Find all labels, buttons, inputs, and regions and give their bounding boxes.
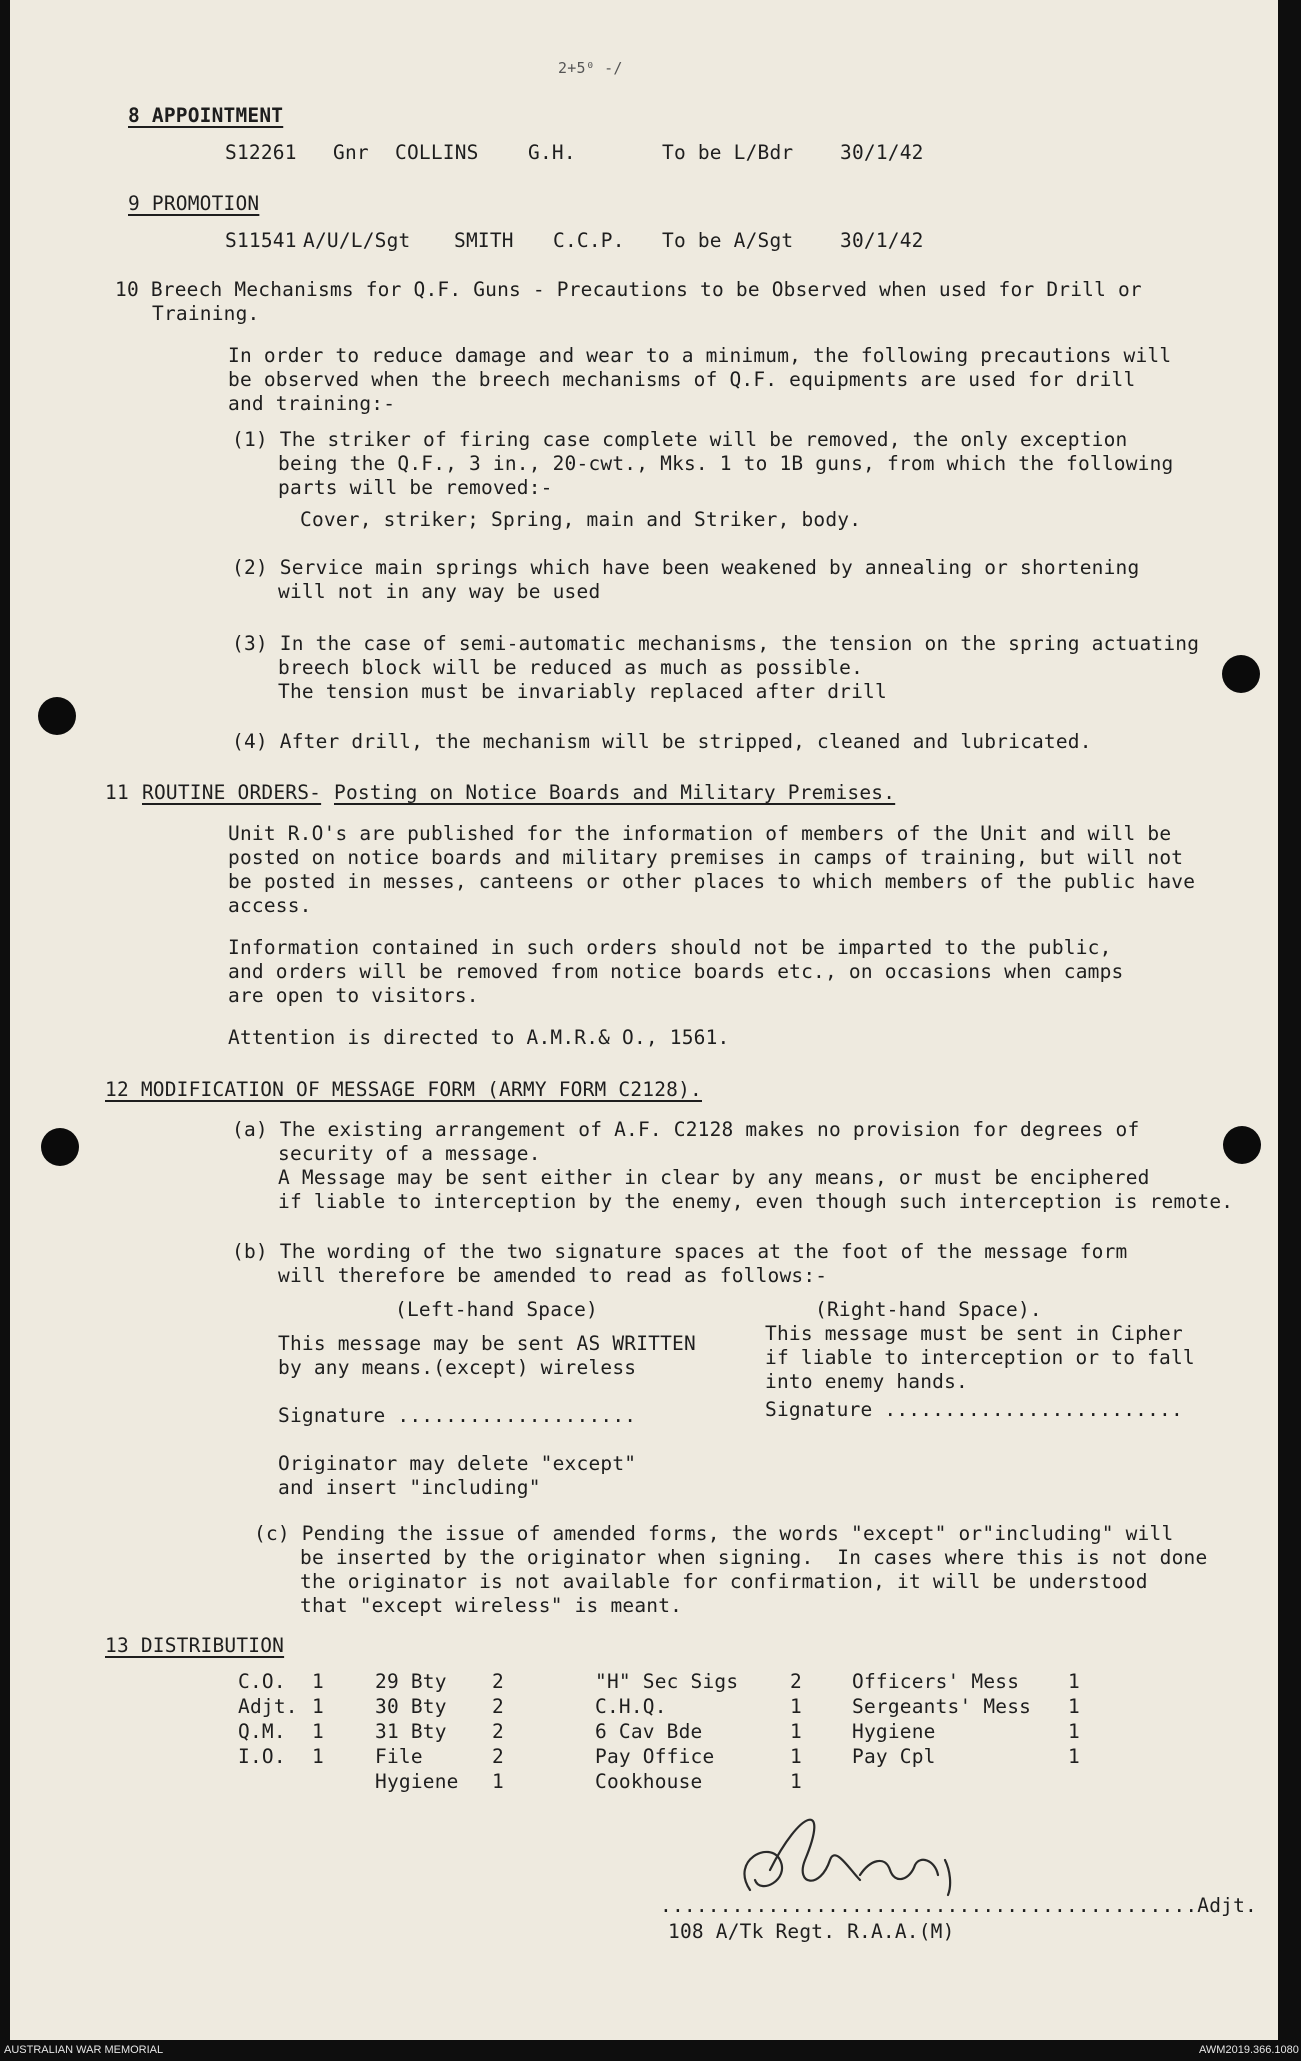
item-1-line: (1) The striker of firing case complete will be removed, the only exception <box>232 428 1128 451</box>
date: 30/1/42 <box>840 229 924 252</box>
distribution-recipient: Hygiene <box>852 1720 936 1743</box>
left-space-note: and insert "including" <box>278 1476 541 1499</box>
right-space-title: (Right-hand Space). <box>815 1298 1042 1321</box>
distribution-recipient: Cookhouse <box>595 1770 703 1793</box>
section-10-title-cont: Training. <box>152 302 260 325</box>
distribution-recipient: 31 Bty <box>375 1720 447 1743</box>
clause-a-line: (a) The existing arrangement of A.F. C2128 makes no provision for degrees of <box>232 1118 1140 1141</box>
punch-hole <box>41 1128 79 1166</box>
item-1-line: being the Q.F., 3 in., 20-cwt., Mks. 1 to 1B guns, from which the following <box>278 452 1174 475</box>
item-3-line: The tension must be invariably replaced after drill <box>278 680 887 703</box>
distribution-count: 1 <box>492 1770 504 1793</box>
left-space-note: Originator may delete "except" <box>278 1452 637 1475</box>
distribution-count: 1 <box>790 1745 802 1768</box>
section-11-para-line: be posted in messes, canteens or other places to which members of the public have <box>228 870 1196 893</box>
item-2-line: will not in any way be used <box>278 580 601 603</box>
date: 30/1/42 <box>840 141 924 164</box>
distribution-count: 2 <box>492 1745 504 1768</box>
section-11-para-line: Information contained in such orders should not be imparted to the public, <box>228 936 1112 959</box>
adjt-signature-line: .............................................Adjt. <box>660 1894 1257 1917</box>
distribution-count: 2 <box>492 1720 504 1743</box>
distribution-count: 2 <box>790 1670 802 1693</box>
distribution-count: 1 <box>312 1745 324 1768</box>
distribution-count: 1 <box>1068 1670 1080 1693</box>
section-11-para-line: and orders will be removed from notice boards etc., on occasions when camps <box>228 960 1124 983</box>
item-4: (4) After drill, the mechanism will be stripped, cleaned and lubricated. <box>232 730 1092 753</box>
distribution-count: 1 <box>1068 1745 1080 1768</box>
surname: SMITH <box>454 229 514 252</box>
unit-designation: 108 A/Tk Regt. R.A.A.(M) <box>668 1920 955 1943</box>
distribution-count: 1 <box>312 1695 324 1718</box>
distribution-count: 1 <box>312 1720 324 1743</box>
item-2-line: (2) Service main springs which have been weakened by annealing or shortening <box>232 556 1140 579</box>
item-3-line: breech block will be reduced as much as possible. <box>278 656 864 679</box>
appointment-heading: 8 APPOINTMENT <box>128 104 284 127</box>
distribution-recipient: Q.M. <box>238 1720 286 1743</box>
clause-b-line: will therefore be amended to read as follows:- <box>278 1264 828 1287</box>
section-12-heading: 12 MODIFICATION OF MESSAGE FORM (ARMY FORM C2128). <box>105 1078 702 1101</box>
clause-c-line: the originator is not available for confirmation, it will be understood <box>300 1570 1148 1593</box>
distribution-recipient: C.H.Q. <box>595 1695 667 1718</box>
right-space-line: if liable to interception or to fall <box>765 1346 1195 1369</box>
item-1-parts: Cover, striker; Spring, main and Striker, body. <box>300 508 862 531</box>
distribution-count: 1 <box>790 1720 802 1743</box>
punch-hole <box>1223 1126 1261 1164</box>
section-11-attention: Attention is directed to A.M.R.& O., 1561. <box>228 1026 730 1049</box>
section-10-intro-line: In order to reduce damage and wear to a minimum, the following precautions will <box>228 344 1172 367</box>
section-10-intro-line: and training:- <box>228 392 396 415</box>
left-space-title: (Left-hand Space) <box>395 1298 598 1321</box>
item-3-line: (3) In the case of semi-automatic mechanisms, the tension on the spring actuating <box>232 632 1200 655</box>
surname: COLLINS <box>395 141 479 164</box>
left-space-line: by any means.(except) wireless <box>278 1356 637 1379</box>
document-page <box>10 0 1278 2040</box>
right-space-line: This message must be sent in Cipher <box>765 1322 1183 1345</box>
clause-a-line: A Message may be sent either in clear by any means, or must be enciphered <box>278 1166 1150 1189</box>
distribution-count: 1 <box>312 1670 324 1693</box>
distribution-recipient: Adjt. <box>238 1695 298 1718</box>
distribution-recipient: Pay Office <box>595 1745 715 1768</box>
archive-reference: AWM2019.366.1080 <box>1199 2044 1299 2056</box>
distribution-heading: 13 DISTRIBUTION <box>105 1634 285 1657</box>
service-number: S11541 <box>225 229 297 252</box>
distribution-recipient: Pay Cpl <box>852 1745 936 1768</box>
distribution-recipient: Officers' Mess <box>852 1670 1020 1693</box>
section-11-para-line: Unit R.O's are published for the information of members of the Unit and will be <box>228 822 1172 845</box>
left-space-signature: Signature .................... <box>278 1404 637 1427</box>
clause-c-line: (c) Pending the issue of amended forms, the words "except" or"including" will <box>254 1522 1174 1545</box>
section-11-number: 11 <box>105 781 129 804</box>
clause-c-line: be inserted by the originator when signing. In cases where this is not done <box>300 1546 1208 1569</box>
right-space-signature: Signature ......................... <box>765 1398 1183 1421</box>
clause-b-line: (b) The wording of the two signature spaces at the foot of the message form <box>232 1240 1128 1263</box>
initials: C.C.P. <box>553 229 625 252</box>
distribution-count: 1 <box>790 1770 802 1793</box>
left-space-line: This message may be sent AS WRITTEN <box>278 1332 696 1355</box>
action: To be L/Bdr <box>662 141 794 164</box>
clause-c-line: that "except wireless" is meant. <box>300 1594 683 1617</box>
distribution-recipient: File <box>375 1745 423 1768</box>
section-11-para-line: access. <box>228 894 312 917</box>
clause-a-line: if liable to interception by the enemy, even though such interception is remote. <box>278 1190 1234 1213</box>
punch-hole <box>38 697 76 735</box>
punch-hole <box>1222 655 1260 693</box>
distribution-recipient: C.O. <box>238 1670 286 1693</box>
right-space-line: into enemy hands. <box>765 1370 968 1393</box>
section-10-title: 10 Breech Mechanisms for Q.F. Guns - Precautions to be Observed when used for Drill or <box>115 278 1142 301</box>
distribution-count: 1 <box>1068 1720 1080 1743</box>
distribution-recipient: Hygiene <box>375 1770 459 1793</box>
rank: A/U/L/Sgt <box>303 229 411 252</box>
section-11-para-line: are open to visitors. <box>228 984 479 1007</box>
section-11-heading: ROUTINE ORDERS- <box>142 781 322 804</box>
promotion-heading: 9 PROMOTION <box>128 192 260 215</box>
distribution-recipient: Sergeants' Mess <box>852 1695 1032 1718</box>
distribution-count: 2 <box>492 1670 504 1693</box>
distribution-recipient: I.O. <box>238 1745 286 1768</box>
section-11-subheading: Posting on Notice Boards and Military Premises. <box>334 781 896 804</box>
distribution-count: 1 <box>1068 1695 1080 1718</box>
archive-credit: AUSTRALIAN WAR MEMORIAL <box>4 2044 164 2056</box>
distribution-recipient: 29 Bty <box>375 1670 447 1693</box>
item-1-line: parts will be removed:- <box>278 476 553 499</box>
distribution-recipient: "H" Sec Sigs <box>595 1670 739 1693</box>
initials: G.H. <box>528 141 576 164</box>
distribution-count: 1 <box>790 1695 802 1718</box>
header-mark: 2+5⁰ -/ <box>558 59 623 77</box>
action: To be A/Sgt <box>662 229 794 252</box>
clause-a-line: security of a message. <box>278 1142 541 1165</box>
section-11-para-line: posted on notice boards and military premises in camps of training, but will not <box>228 846 1184 869</box>
rank: Gnr <box>333 141 369 164</box>
distribution-recipient: 6 Cav Bde <box>595 1720 703 1743</box>
service-number: S12261 <box>225 141 297 164</box>
distribution-count: 2 <box>492 1695 504 1718</box>
section-10-intro-line: be observed when the breech mechanisms of Q.F. equipments are used for drill <box>228 368 1136 391</box>
distribution-recipient: 30 Bty <box>375 1695 447 1718</box>
